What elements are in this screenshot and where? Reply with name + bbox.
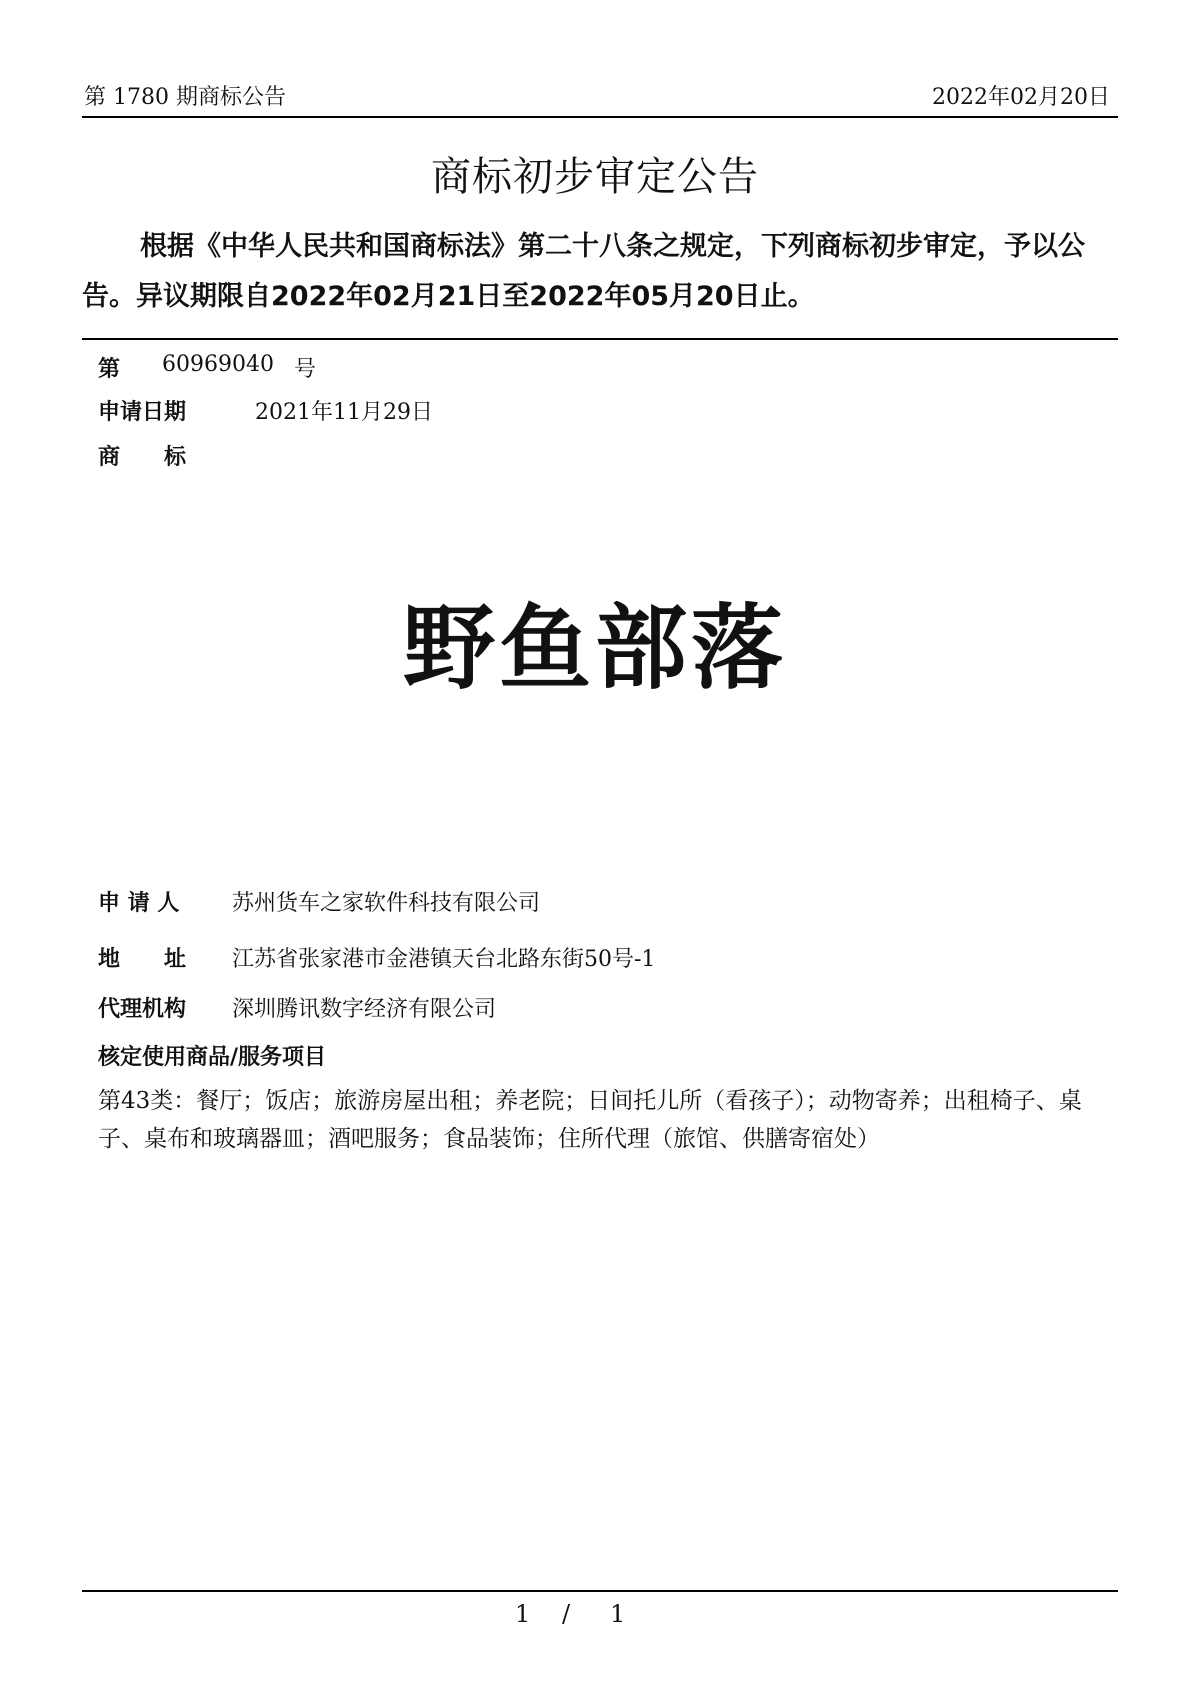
- footer-rule: [82, 1590, 1118, 1592]
- page-separator: /: [562, 1600, 571, 1628]
- page-total: 1: [610, 1600, 626, 1628]
- goods-label: 核定使用商品/服务项目: [98, 1045, 327, 1070]
- number-prefix: 第: [98, 357, 121, 382]
- page-title: 商标初步审定公告: [431, 154, 759, 200]
- address: 江苏省张家港市金港镇天台北路东街50号-1: [232, 947, 656, 972]
- number-suffix: 号: [294, 357, 317, 382]
- address-label: 地 址: [98, 947, 187, 972]
- header-rule: [82, 116, 1118, 118]
- registration-number: 60969040: [162, 352, 274, 377]
- applicant-label: 申 请 人: [98, 891, 180, 916]
- agent-label: 代理机构: [98, 997, 187, 1022]
- intro-paragraph: 根据《中华人民共和国商标法》第二十八条之规定，下列商标初步审定，予以公告。异议期限自2022年02月21日至2022年05月20日止。: [82, 231, 1085, 312]
- filing-date: 2021年11月29日: [255, 400, 433, 425]
- section-rule: [82, 338, 1118, 340]
- applicant: 苏州货车之家软件科技有限公司: [232, 891, 541, 916]
- mark-label: 商 标: [98, 445, 187, 470]
- filing-date-label: 申请日期: [98, 400, 187, 425]
- page-number: 1: [515, 1600, 531, 1628]
- trademark-text: 野鱼部落: [402, 594, 787, 702]
- issue-date: 2022年02月20日: [932, 85, 1110, 110]
- goods-services: 第43类：餐厅；饭店；旅游房屋出租；养老院；日间托儿所（看孩子）；动物寄养；出租椅子、桌子、桌布和玻璃器皿；酒吧服务；食品装饰；住所代理（旅馆、供膳寄宿处）: [98, 1088, 1082, 1152]
- issue-label: 第 1780 期商标公告: [84, 85, 286, 110]
- agent: 深圳腾讯数字经济有限公司: [232, 997, 497, 1022]
